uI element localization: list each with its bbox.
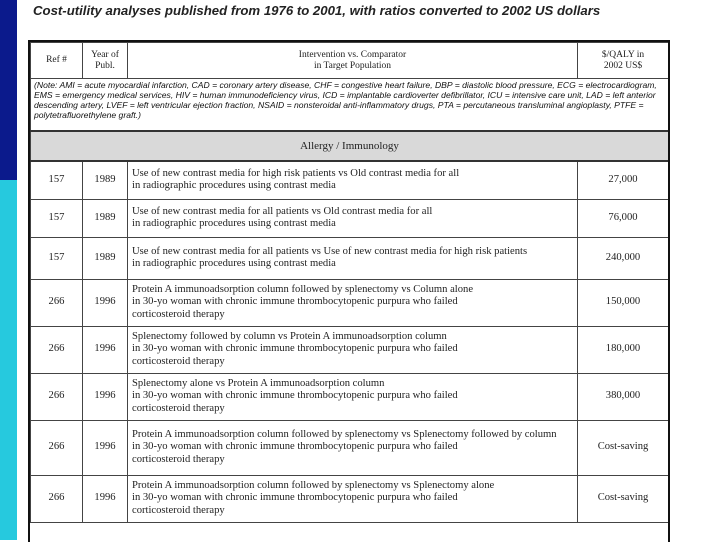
- intervention-line: Splenectomy followed by column vs Protein A immunoadsorption column: [132, 331, 447, 343]
- cell-intervention: [128, 326, 578, 373]
- table-row: [31, 199, 669, 237]
- intervention-line: corticosteroid therapy: [132, 355, 225, 367]
- intervention-line: in radiographic procedures using contrast media: [132, 258, 336, 269]
- intervention-line: corticosteroid therapy: [132, 308, 225, 320]
- table-row: [31, 161, 669, 199]
- cell-ref: 266: [31, 326, 83, 373]
- cell-ref: 266: [31, 279, 83, 326]
- table-row: [31, 326, 669, 373]
- header-year: Year of Publ.: [83, 43, 128, 79]
- section-header-row: [31, 131, 669, 161]
- cell-ref: 266: [31, 475, 83, 522]
- intervention-line: in 30-yo woman with chronic immune thrombocytopenic purpura who failed: [132, 296, 458, 308]
- intervention-line: in radiographic procedures using contrast media: [132, 218, 336, 229]
- cell-intervention: [128, 199, 578, 237]
- cell-intervention: [128, 237, 578, 279]
- slide-title: Cost-utility analyses published from 1976 to 2001, with ratios converted to 2002 US dollars: [33, 3, 601, 18]
- cell-ref: 157: [31, 237, 83, 279]
- cell-year: 1989: [83, 161, 128, 199]
- header-value: $/QALY in 2002 US$: [578, 43, 669, 79]
- intervention-line: in radiographic procedures using contrast media: [132, 180, 336, 192]
- cell-year: 1989: [83, 237, 128, 279]
- table-row: [31, 475, 669, 522]
- cell-intervention: [128, 161, 578, 199]
- cell-intervention: [128, 475, 578, 522]
- cell-year: 1996: [83, 373, 128, 420]
- header-ref: Ref #: [31, 43, 83, 79]
- intervention-line: Protein A immunoadsorption column followed by splenectomy vs Column alone: [132, 284, 474, 296]
- slide-accent-bar-bottom: [0, 180, 17, 540]
- cell-cost-per-qaly: 27,000: [578, 161, 669, 199]
- cell-intervention: [128, 279, 578, 326]
- intervention-line: in 30-yo woman with chronic immune thrombocytopenic purpura who failed: [132, 492, 458, 504]
- intervention-line: Use of new contrast media for all patients vs Old contrast media for all: [132, 205, 433, 217]
- table-row: [31, 420, 669, 475]
- cell-year: 1996: [83, 326, 128, 373]
- cell-year: 1996: [83, 475, 128, 522]
- cell-ref: 266: [31, 373, 83, 420]
- intervention-line: in 30-yo woman with chronic immune thrombocytopenic purpura who failed: [132, 343, 458, 355]
- table-row: [31, 279, 669, 326]
- cell-cost-per-qaly: Cost-saving: [578, 475, 669, 522]
- slide-accent-bar-top: [0, 0, 17, 180]
- intervention-line: Protein A immunoadsorption column followed by splenectomy vs Splenectomy followed by column: [132, 429, 557, 441]
- cell-cost-per-qaly: 380,000: [578, 373, 669, 420]
- cell-ref: 266: [31, 420, 83, 475]
- table-header-row: [31, 43, 669, 79]
- cell-year: 1996: [83, 279, 128, 326]
- table-row: [31, 373, 669, 420]
- intervention-line: corticosteroid therapy: [132, 504, 225, 516]
- cell-intervention: [128, 420, 578, 475]
- cell-ref: 157: [31, 199, 83, 237]
- intervention-line: corticosteroid therapy: [132, 402, 225, 414]
- cell-cost-per-qaly: 240,000: [578, 237, 669, 279]
- cell-cost-per-qaly: 76,000: [578, 199, 669, 237]
- intervention-line: in 30-yo woman with chronic immune thrombocytopenic purpura who failed: [132, 441, 458, 453]
- cell-year: 1989: [83, 199, 128, 237]
- intervention-line: Use of new contrast media for high risk patients vs Old contrast media for all: [132, 168, 460, 180]
- cell-cost-per-qaly: 180,000: [578, 326, 669, 373]
- intervention-line: Use of new contrast media for all patients vs Use of new contrast media for high risk patients: [132, 245, 528, 257]
- cell-ref: 157: [31, 161, 83, 199]
- cell-intervention: [128, 373, 578, 420]
- intervention-line: corticosteroid therapy: [132, 453, 225, 465]
- abbreviation-notes: (Note: AMI = acute myocardial infarction, CAD = coronary artery disease, CHF = congestive heart failure, DBP = diastolic blood pressure, ECG = electrocardiogram, EMS = emergency medical services, HIV = human immunodeficiency virus, ICD = implantable cardioverter defibrillator, ICU = intensive care unit, LAD = left anterior descending artery, LVEF = left ventricular ejection fraction, NSAID = nonsteroidal anti-inflammatory drugs, PTA = percutaneous transluminal angioplasty, PTFE = polytetrafluorethylene graft.): [31, 79, 669, 132]
- cell-cost-per-qaly: Cost-saving: [578, 420, 669, 475]
- intervention-line: Splenectomy alone vs Protein A immunoadsorption column: [132, 378, 385, 390]
- cell-year: 1996: [83, 420, 128, 475]
- cost-utility-table: [30, 42, 669, 523]
- intervention-line: in 30-yo woman with chronic immune thrombocytopenic purpura who failed: [132, 390, 458, 402]
- table-row: [31, 237, 669, 279]
- cost-utility-table-container: [28, 40, 670, 542]
- abbreviation-notes-row: [31, 79, 669, 132]
- cell-cost-per-qaly: 150,000: [578, 279, 669, 326]
- section-title: Allergy / Immunology: [31, 131, 669, 161]
- header-intervention: Intervention vs. Comparator in Target Population: [128, 43, 578, 79]
- intervention-line: Protein A immunoadsorption column followed by splenectomy vs Splenectomy alone: [132, 480, 495, 492]
